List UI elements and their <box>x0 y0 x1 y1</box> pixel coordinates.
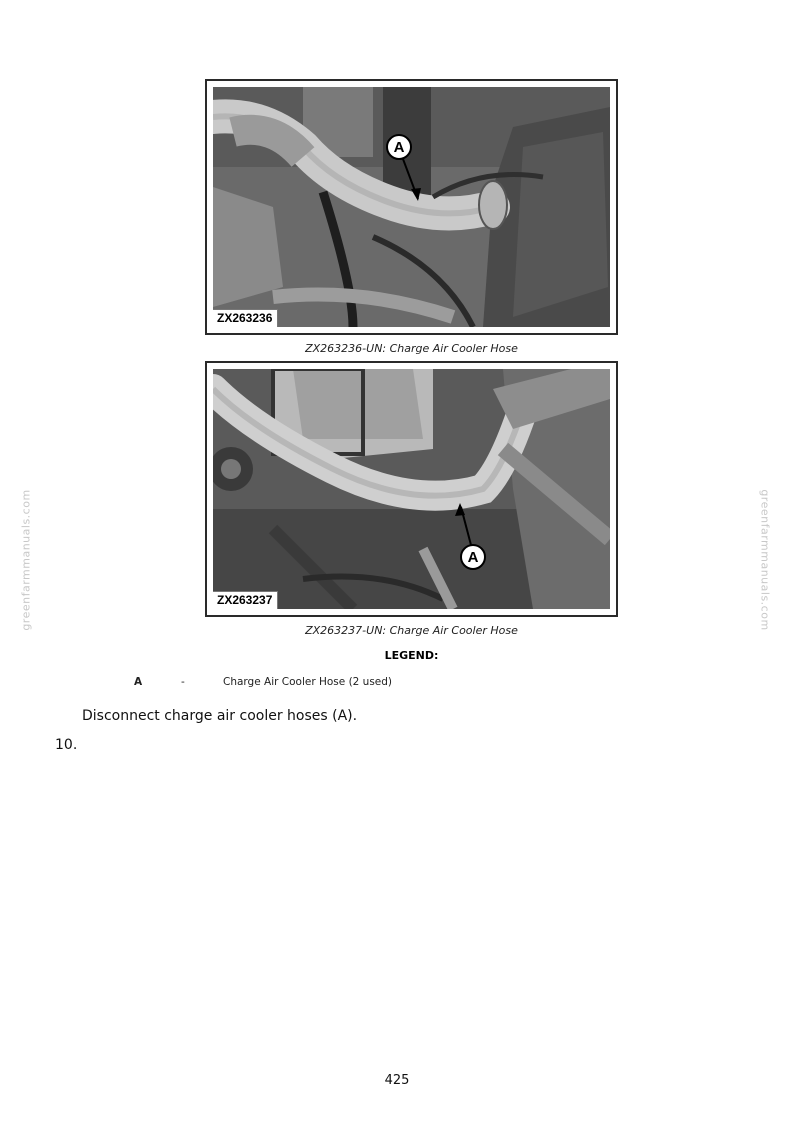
figure-2-callout: A <box>467 549 479 566</box>
figure-1-illustration <box>213 87 610 327</box>
figure-2-id-label: ZX263237 <box>213 591 278 609</box>
figure-1-id-label: ZX263236 <box>213 309 278 327</box>
legend-description: Charge Air Cooler Hose (2 used) <box>223 676 393 688</box>
figure-2-caption: ZX263237-UN: Charge Air Cooler Hose <box>305 624 518 637</box>
page-number: 425 <box>384 1073 410 1088</box>
watermark-right: greenfarmmanuals.com <box>758 489 772 631</box>
figure-2-photo <box>213 369 610 609</box>
figure-2-illustration <box>213 369 610 609</box>
instruction-text: Disconnect charge air cooler hoses (A). <box>82 708 358 724</box>
figure-1-callout: A <box>393 139 405 156</box>
figure-1-caption: ZX263236-UN: Charge Air Cooler Hose <box>305 342 518 355</box>
watermark-left: greenfarmmanuals.com <box>19 489 33 631</box>
figure-2 <box>205 361 618 617</box>
figure-1-photo <box>213 87 610 327</box>
figure-1 <box>205 79 618 335</box>
legend-separator: - <box>181 676 185 688</box>
step-number: 10. <box>55 737 78 753</box>
legend-title: LEGEND: <box>384 649 439 662</box>
legend-key: A <box>134 676 143 688</box>
